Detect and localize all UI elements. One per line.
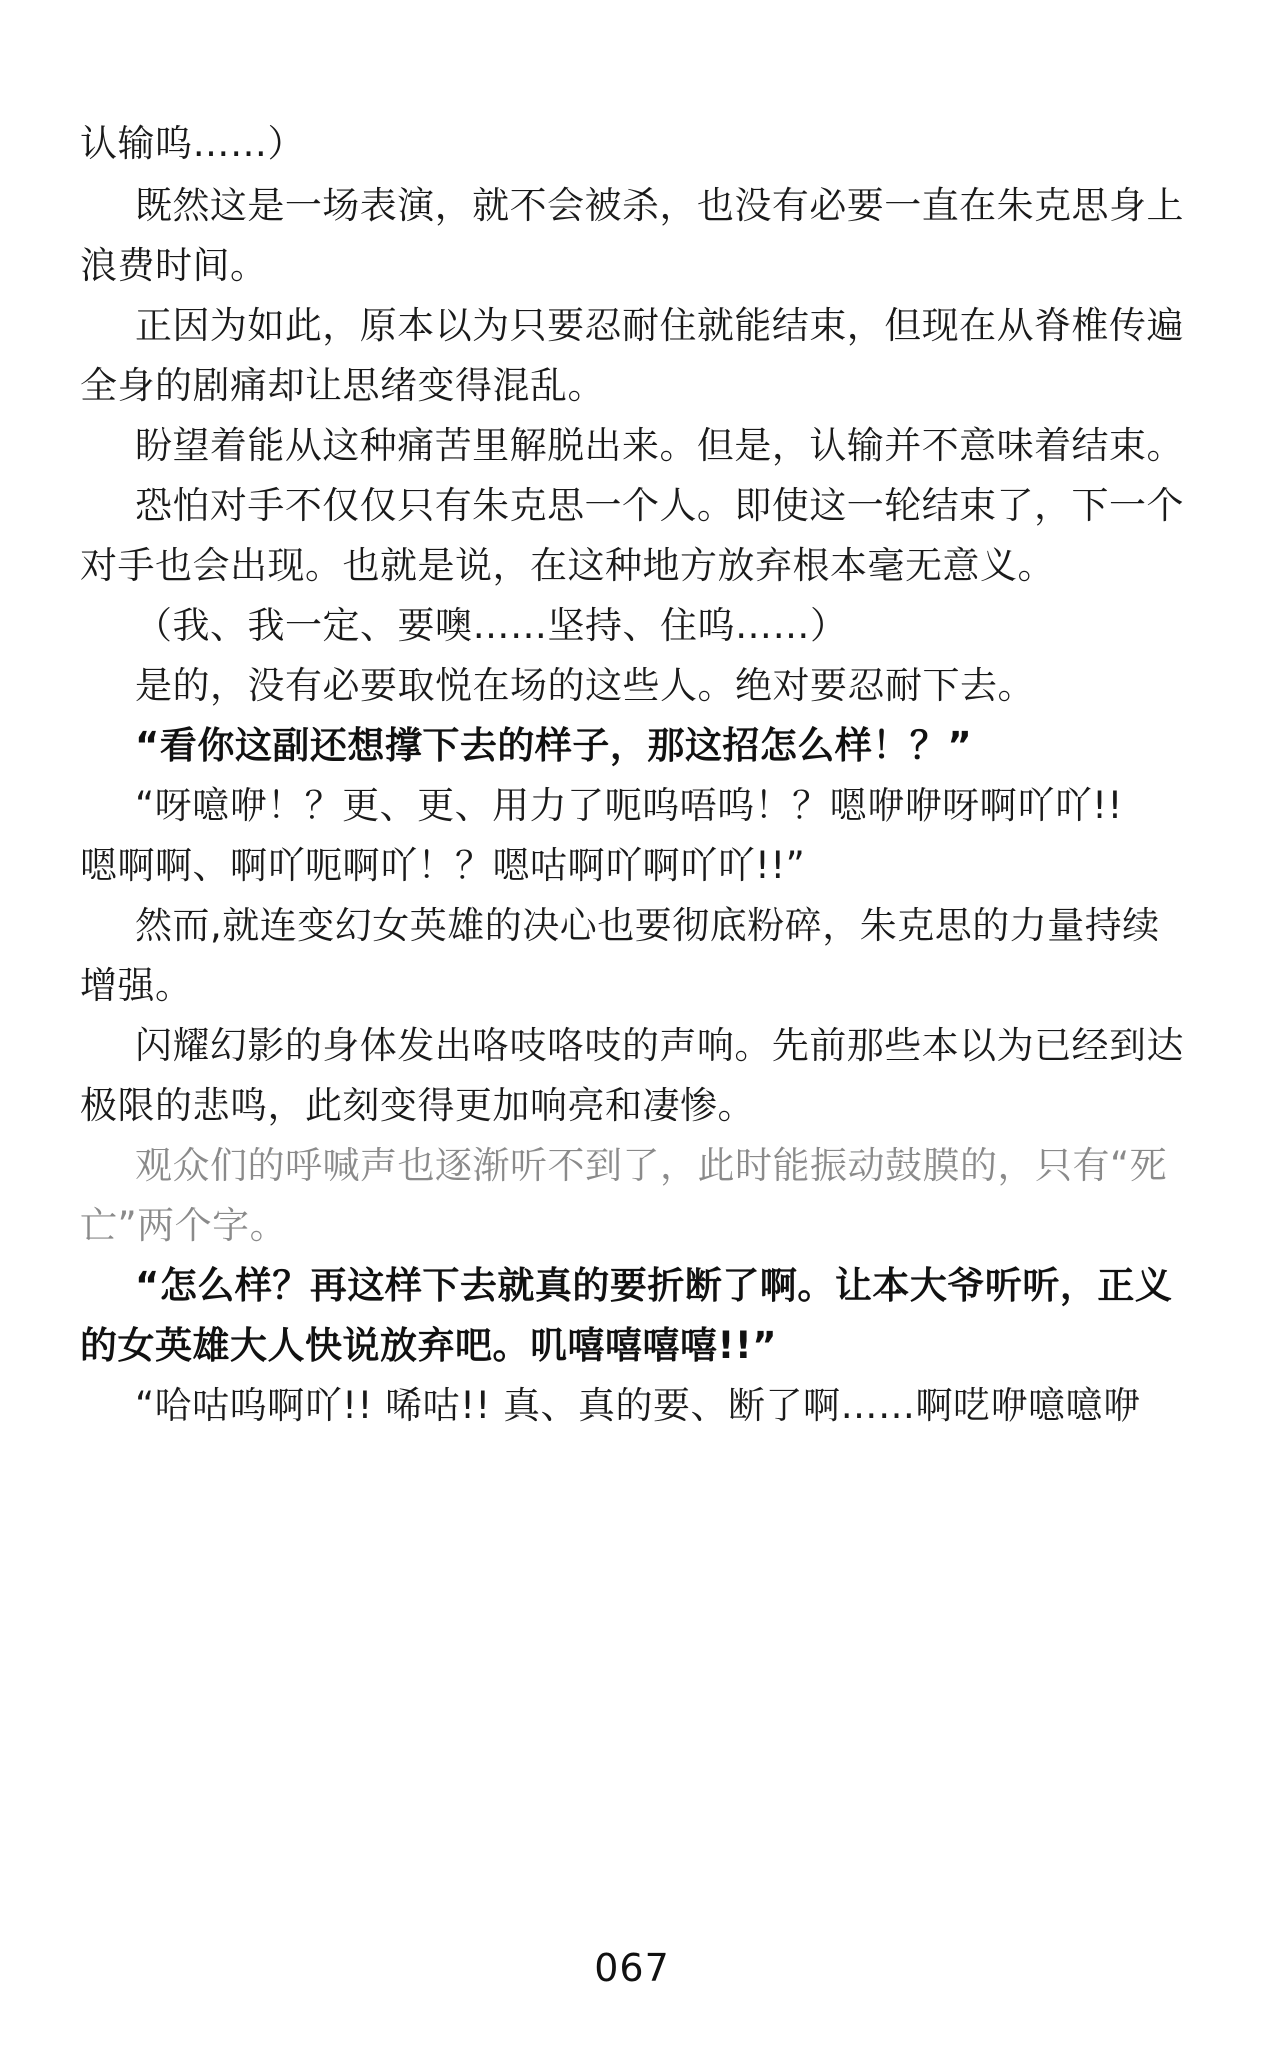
page-number: 067: [594, 1946, 670, 1990]
paragraph-3-cont: [0, 356, 1264, 416]
paragraph-6: [0, 596, 1264, 656]
paragraph-13-cont: [0, 1316, 1264, 1376]
text-line: 认输呜……）: [80, 122, 305, 165]
text-line: 闪耀幻影的身体发出咯吱咯吱的声响。先前那些本以为已经到达: [135, 1024, 1184, 1067]
text-line: 的女英雄大人快说放弃吧。叽嘻嘻嘻嘻!!”: [80, 1324, 778, 1367]
paragraph-8: [0, 716, 1264, 776]
text-line: 对手也会出现。也就是说，在这种地方放弃根本毫无意义。: [80, 544, 1055, 587]
text-line: 亡”两个字。: [80, 1204, 288, 1247]
paragraph-10-cont: [0, 956, 1264, 1016]
paragraph-4: [0, 416, 1264, 476]
text-line: 正因为如此，原本以为只要忍耐住就能结束，但现在从脊椎传遍: [135, 304, 1184, 347]
text-line: “看你这副还想撑下去的样子，那这招怎么样！？”: [135, 724, 973, 767]
paragraph-12: [0, 1136, 1264, 1196]
paragraph-9: [0, 776, 1264, 836]
paragraph-14: [0, 1376, 1264, 1436]
text-line: 极限的悲鸣，此刻变得更加响亮和凄惨。: [80, 1084, 755, 1127]
paragraph-11: [0, 1016, 1264, 1076]
paragraph-5: [0, 476, 1264, 536]
paragraph-7: [0, 656, 1264, 716]
text-line: 浪费时间。: [80, 244, 268, 287]
text-line: 盼望着能从这种痛苦里解脱出来。但是，认输并不意味着结束。: [135, 424, 1184, 467]
paragraph-1: [0, 114, 1264, 174]
paragraph-12-cont: [0, 1196, 1264, 1256]
text-line: “怎么样？再这样下去就真的要折断了啊。让本大爷听听，正义: [135, 1264, 1173, 1307]
text-line: “哈咕呜啊吖!! 唏咕!! 真、真的要、断了啊……啊呓咿噫噫咿: [135, 1384, 1141, 1427]
paragraph-3: [0, 296, 1264, 356]
text-line: “呀噫咿！？更、更、用力了呃呜唔呜！？嗯咿咿呀啊吖吖!!: [135, 784, 1123, 827]
text-line: 增强。: [80, 964, 193, 1007]
paragraph-5-cont: [0, 536, 1264, 596]
paragraph-2: [0, 176, 1264, 236]
text-line: 是的，没有必要取悦在场的这些人。绝对要忍耐下去。: [135, 664, 1035, 707]
paragraph-11-cont: [0, 1076, 1264, 1136]
paragraph-10: [0, 896, 1264, 956]
text-line: 然而,就连变幻女英雄的决心也要彻底粉碎，朱克思的力量持续: [135, 904, 1160, 947]
text-line: 全身的剧痛却让思绪变得混乱。: [80, 364, 605, 407]
paragraph-2-cont: [0, 236, 1264, 296]
text-line: 嗯啊啊、啊吖呃啊吖！？嗯咕啊吖啊吖吖!!”: [80, 844, 806, 887]
paragraph-9-cont: [0, 836, 1264, 896]
text-line: 既然这是一场表演，就不会被杀，也没有必要一直在朱克思身上: [135, 184, 1184, 227]
paragraph-13: [0, 1256, 1264, 1316]
text-line: （我、我一定、要噢……坚持、住呜……）: [135, 604, 848, 647]
text-line: 观众们的呼喊声也逐渐听不到了，此时能振动鼓膜的，只有“死: [135, 1144, 1168, 1187]
text-line: 恐怕对手不仅仅只有朱克思一个人。即使这一轮结束了，下一个: [135, 484, 1184, 527]
